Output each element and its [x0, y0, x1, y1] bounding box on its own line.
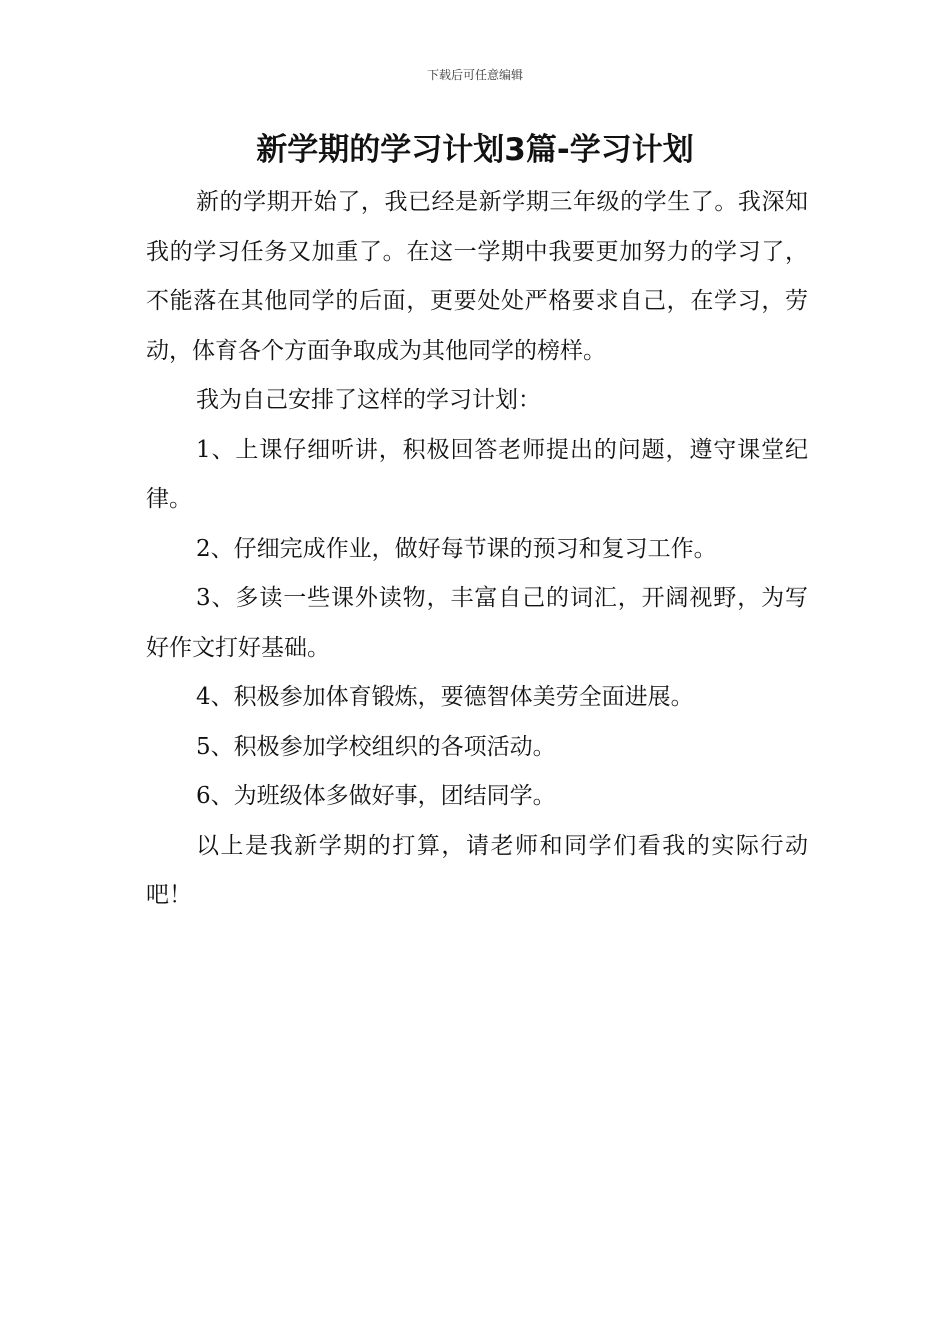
list-item-3: 3、多读一些课外读物，丰富自己的词汇，开阔视野，为写好作文打好基础。 [146, 585, 808, 661]
list-item-2: 2、仔细完成作业，做好每节课的预习和复习工作。 [196, 535, 717, 562]
list-item-6: 6、为班级体多做好事，团结同学。 [196, 783, 556, 809]
list-item-1: 1、上课仔细听讲，积极回答老师提出的问题，遵守课堂纪律。 [146, 436, 808, 512]
document-title: 新学期的学习计划3篇-学习计划 [256, 132, 694, 168]
header-note: 下载后可任意编辑 [426, 68, 523, 82]
paragraph-plan-lead: 我为自己安排了这样的学习计划： [196, 387, 541, 413]
paragraph-closing: 以上是我新学期的打算，请老师和同学们看我的实际行动吧！ [146, 832, 808, 908]
list-item-4: 4、积极参加体育锻炼，要德智体美劳全面进展。 [196, 684, 694, 710]
document-body [146, 178, 808, 921]
paragraph-intro: 新的学期开始了，我已经是新学期三年级的学生了。我深知我的学习任务又加重了。在这一学期中我要更加努力的学习了，不能落在其他同学的后面，更要处处严格要求自己，在学习，劳动，体育各个方面争取成为其他同学的榜样。 [146, 189, 808, 364]
list-item-5: 5、积极参加学校组织的各项活动。 [196, 733, 556, 760]
